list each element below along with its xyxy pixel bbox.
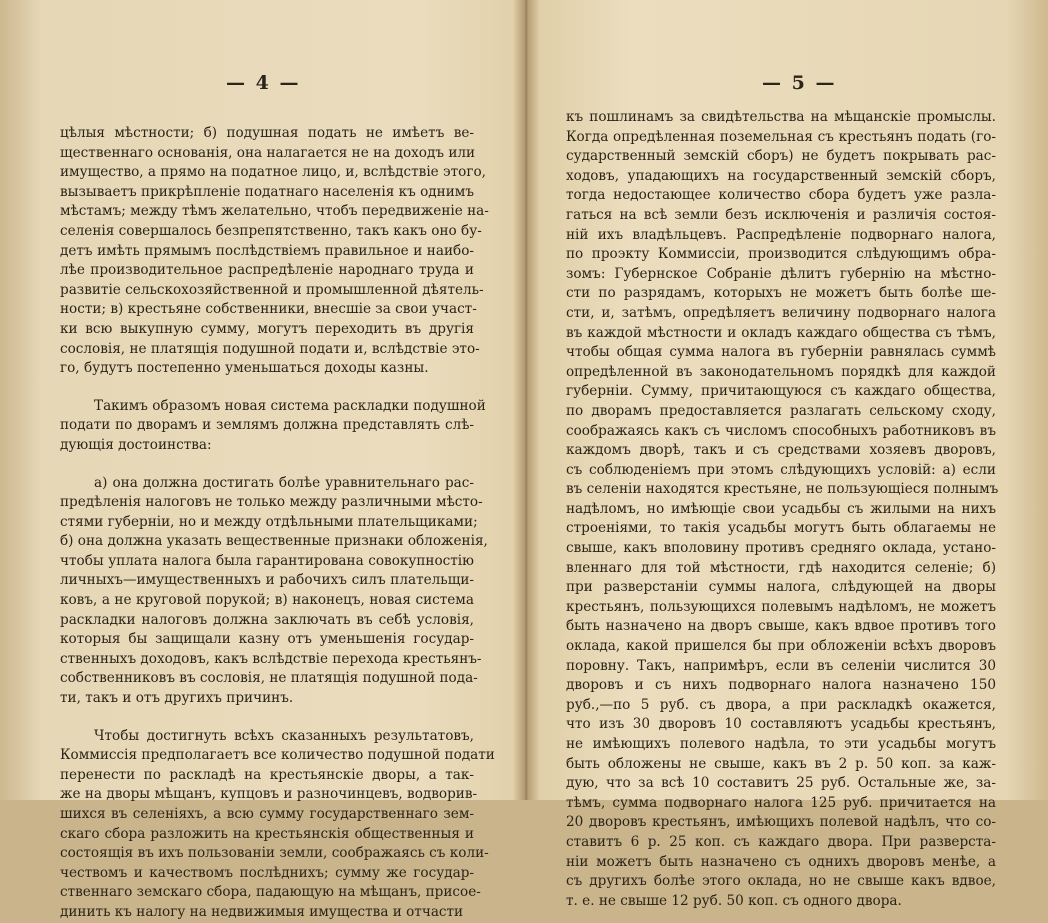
text-line: ковъ, а не круговой порукой; в) наконецъ, новая система xyxy=(60,592,474,609)
text-line: надѣломъ, но имѣющіе свои усадьбы съ жилыми на нихъ xyxy=(566,500,996,517)
text-line: дующія достоинства: xyxy=(60,436,212,453)
text-line: каждомъ дворѣ, такъ и съ средствами хозяевъ дворовъ, xyxy=(566,442,996,459)
paragraph xyxy=(60,124,489,379)
text-line: свыше, какъ вполовину противъ средняго оклада, устано- xyxy=(566,540,996,557)
right-page-text xyxy=(566,108,999,911)
text-line: сословія, не платящія подушной подати и, вслѣдствіе это- xyxy=(60,340,480,357)
text-line: б) она должна указать вещественные признаки обложенія, xyxy=(60,533,488,550)
text-line: съ другихъ болѣе этого оклада, но не свыше какъ вдвое, xyxy=(566,873,996,890)
text-line: подати по дворамъ и землямъ должна представлять слѣ- xyxy=(60,417,474,434)
text-line: го, будутъ постепенно уменьшаться доходы казны. xyxy=(60,360,429,377)
text-line: въ каждой мѣстности и окладъ каждаго общества съ тѣмъ, xyxy=(566,324,996,341)
text-line: которыя бы защищали казну отъ уменьшенія государ- xyxy=(60,631,474,648)
text-line: личныхъ—имущественныхъ и рабочихъ силъ плательщи- xyxy=(60,572,474,589)
text-line: состоящія въ ихъ пользованіи земли, соображаясь съ коли- xyxy=(60,845,489,862)
page-number: — 4 — xyxy=(226,72,301,94)
text-line: поровну. Такъ, напримѣръ, если въ селеніи числится 30 xyxy=(566,657,996,674)
text-line: при разверстаніи суммы налога, слѣдующей на дворы xyxy=(566,579,996,596)
text-line: же на дворы мѣщанъ, купцовъ и разночинцевъ, водворив- xyxy=(60,786,478,803)
text-line: вызываетъ прикрѣпленіе податнаго населенія къ однимъ xyxy=(60,183,474,200)
text-line: по дворамъ предоставляется разлагать сельскому сходу, xyxy=(566,402,996,419)
text-line: динить къ налогу на недвижимыя имущества и отчасти xyxy=(60,903,464,920)
text-line: съ соблюденіемъ при этомъ слѣдующихъ условій: а) если xyxy=(566,461,996,478)
text-line: Коммиссія предполагаетъ все количество подушной подати xyxy=(60,747,495,764)
text-line: ти, такъ и отъ другихъ причинъ. xyxy=(60,690,294,707)
text-line: селенія совершалось безпрепятственно, такъ какъ оно бу- xyxy=(60,222,482,239)
text-line: ки всю выкупную сумму, могутъ переходить въ другія xyxy=(60,320,474,337)
text-line: ственныхъ доходовъ, какъ вслѣдствіе перехода крестьянъ- xyxy=(60,650,482,667)
paragraph xyxy=(60,474,488,709)
text-line: опредѣленной въ законодательномъ порядкѣ для каждой xyxy=(566,363,996,380)
text-line: въ селеніи находятся крестьяне, не пользующіеся полнымъ xyxy=(566,481,999,498)
text-line: сударственный земскій сборъ) не будетъ покрывать рас- xyxy=(566,148,996,165)
page-number: — 5 — xyxy=(762,72,837,94)
text-line: ній ихъ владѣльцевъ. Распредѣленіе подворнаго налога, xyxy=(566,226,996,243)
text-line: ставитъ 6 р. 25 коп. съ каждаго двора. При разверста- xyxy=(566,833,996,850)
paragraph xyxy=(60,397,486,456)
text-line: стями губерніи, но и между отдѣльными плательщиками; xyxy=(60,513,478,530)
text-line: собственниковъ въ сословія, не платящія подушной пода- xyxy=(60,670,478,687)
text-line: быть обложены не свыше, какъ въ 2 р. 50 коп. за каж- xyxy=(566,755,996,772)
text-line: Чтобы достигнуть всѣхъ сказанныхъ результатовъ, xyxy=(94,727,474,744)
text-line: развитіе сельскохозяйственной и промышленной дѣятель- xyxy=(60,281,484,298)
text-line: щественнаго основанія, она налагается не на доходъ или xyxy=(60,144,476,161)
text-line: дворовъ и съ нихъ подворнаго налога назначено 150 xyxy=(566,677,996,694)
text-line: цѣлыя мѣстности; б) подушная подать не имѣетъ ве- xyxy=(60,125,474,141)
text-line: сти по разрядамъ, которыхъ не можетъ быть болѣе ше- xyxy=(566,285,996,302)
text-line: 20 дворовъ крестьянъ, имѣющихъ полевой надѣлъ, что со- xyxy=(566,814,996,831)
text-line: соображаясь какъ съ числомъ способныхъ работниковъ въ xyxy=(566,422,996,439)
text-line: ности; в) крестьяне собственники, внесшіе за свои участ- xyxy=(60,301,477,318)
text-line: чтобы общая сумма налога въ губерніи равнялась суммѣ xyxy=(566,344,996,361)
text-line: скаго сбора разложить на крестьянскія общественныя и xyxy=(60,825,474,842)
text-line: Когда опредѣленная поземельная съ крестьянъ подать (го- xyxy=(566,128,996,145)
text-line: крестьянъ, пользующихся полевымъ надѣломъ, не можетъ xyxy=(566,598,996,615)
text-line: тѣмъ, сумма подворнаго налога 125 руб. причитается на xyxy=(566,794,996,811)
text-line: что изъ 30 дворовъ 10 составляютъ усадьбы крестьянъ, xyxy=(566,716,996,733)
text-line: раскладки налоговъ должна заключать въ себѣ условія, xyxy=(60,611,474,628)
text-line: оклада, какой пришелся бы при обложеніи всѣхъ дворовъ xyxy=(566,638,996,655)
text-line: не имѣющихъ полевого надѣла, то эти усадьбы могутъ xyxy=(566,736,996,752)
text-line: а) она должна достигать болѣе уравнительнаго рас- xyxy=(94,474,474,491)
text-line: дую, что за всѣ 10 составитъ 25 руб. Остальные же, за- xyxy=(566,775,996,792)
text-line: т. е. не свыше 12 руб. 50 коп. съ одного двора. xyxy=(566,892,902,909)
text-line: тогда недостающее количество сбора будетъ уже разла- xyxy=(566,187,996,204)
text-line: ходовъ, упадающихъ на государственный земскій сборъ, xyxy=(566,167,996,184)
text-line: губерніи. Сумму, причитающуюся съ каждаго общества, xyxy=(566,383,996,400)
paragraph xyxy=(60,727,495,923)
text-line: ніи можетъ быть назначено съ однихъ дворовъ менѣе, а xyxy=(566,853,996,870)
text-line: шихся въ селеніяхъ, а всю сумму государственнаго зем- xyxy=(60,806,474,822)
text-line: предѣленія налоговъ не только между различными мѣсто- xyxy=(60,494,483,511)
text-line: строеніями, то такія усадьбы могутъ быть облагаемы не xyxy=(566,520,996,537)
text-line: мѣстамъ; между тѣмъ желательно, чтобъ передвиженіе на- xyxy=(60,203,489,220)
text-line: вленнаго для той мѣстности, гдѣ находится селеніе; б) xyxy=(566,559,996,576)
text-line: чтобы уплата налога была гарантирована совокупностію xyxy=(60,552,474,569)
text-line: перенести по раскладѣ на крестьянскіе дворы, а так- xyxy=(60,766,474,783)
text-line: детъ имѣть прямымъ послѣдствіемъ правильное и наибо- xyxy=(60,242,474,259)
text-line: сти, и, затѣмъ, опредѣляетъ величину подворнаго налога xyxy=(566,304,996,321)
text-line: быть назначено на дворъ свыше, какъ вдвое противъ того xyxy=(566,618,996,635)
text-line: лѣе производительное распредѣленіе народнаго труда и xyxy=(60,262,474,279)
text-line: зомъ: Губернское Собраніе дѣлитъ губернію на мѣстно- xyxy=(566,265,996,282)
text-line: гаться на всѣ земли безъ исключенія и различія состоя- xyxy=(566,206,996,223)
text-line: ственнаго земскаго сбора, падающую на мѣщанъ, присое- xyxy=(60,884,481,901)
paragraph xyxy=(566,108,999,911)
text-line: по проэкту Коммиссіи, производится слѣдующимъ обра- xyxy=(566,246,996,263)
text-line: къ пошлинамъ за свидѣтельства на мѣщанскіе промыслы. xyxy=(566,109,996,125)
text-line: Такимъ образомъ новая система раскладки подушной xyxy=(94,397,486,414)
text-line: руб.,—по 5 руб. съ двора, а при раскладкѣ окажется, xyxy=(566,696,996,713)
left-page-text xyxy=(60,124,495,923)
text-line: имущество, а прямо на податное лицо, и, вслѣдствіе этого, xyxy=(60,164,486,181)
text-line: чествомъ и качествомъ послѣднихъ; сумму же государ- xyxy=(60,864,474,881)
